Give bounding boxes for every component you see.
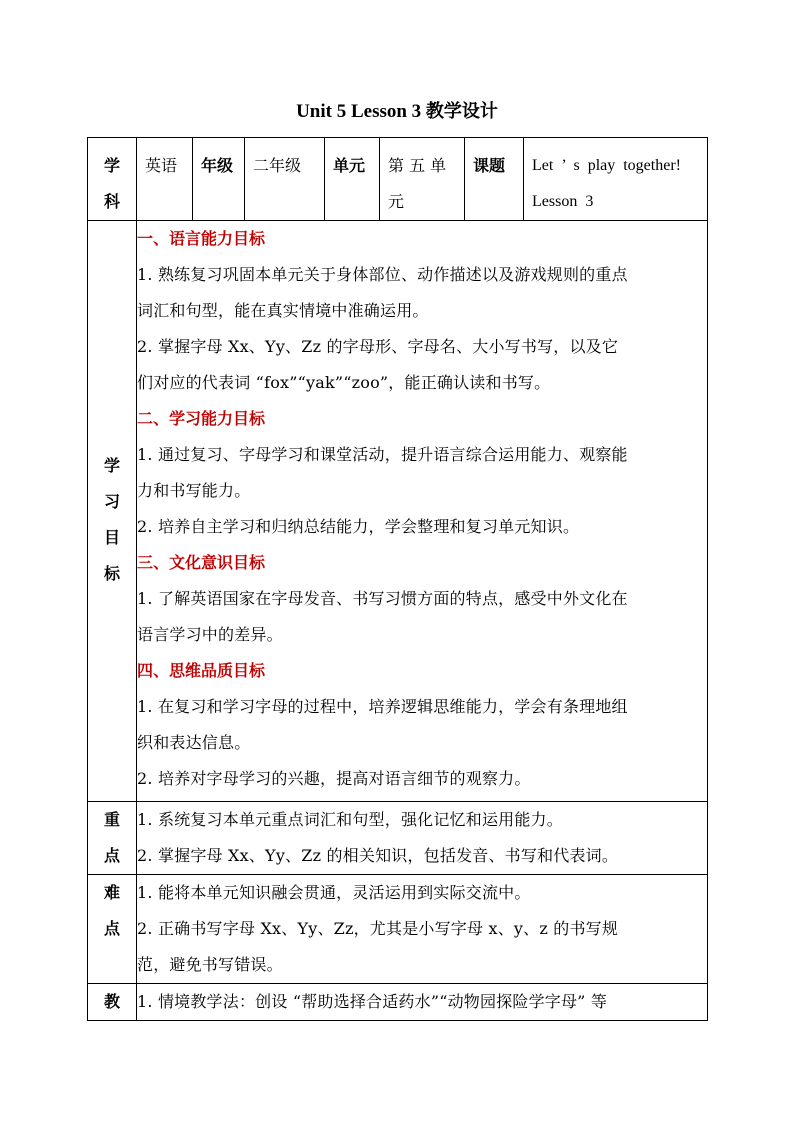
page-title-en: Unit 5 Lesson 3: [296, 101, 426, 122]
goals-line: 1. 熟练复习巩固本单元关于身体部位、动作描述以及游戏规则的重点: [137, 265, 628, 284]
difficulties-line: 1. 能将本单元知识融会贯通，灵活运用到实际交流中。: [137, 883, 531, 902]
difficulties-content: [137, 875, 708, 984]
difficulties-label: 难 点: [88, 875, 137, 984]
goals-heading-culture: 三、文化意识目标: [137, 553, 266, 572]
goals-line: 们对应的代表词 “fox”“yak”“zoo”，能正确认读和书写。: [137, 373, 551, 392]
methods-row: [88, 984, 708, 1021]
unit-value: 第 五 单 元: [380, 138, 465, 221]
key-points-line: 2. 掌握字母 Xx、Yy、Zz 的相关知识，包括发音、书写和代表词。: [137, 846, 619, 865]
subject-label: 学 科: [88, 138, 137, 221]
goals-heading-thinking: 四、思维品质目标: [137, 661, 266, 680]
lesson-plan-table: [87, 137, 708, 1021]
key-points-line: 1. 系统复习本单元重点词汇和句型，强化记忆和运用能力。: [137, 810, 563, 829]
goals-content: [137, 221, 708, 802]
goals-row: [88, 221, 708, 802]
goals-line: 2. 培养对字母学习的兴趣，提高对语言细节的观察力。: [137, 769, 531, 788]
methods-line: 1. 情境教学法：创设 “帮助选择合适药水”“动物园探险学字母” 等: [137, 992, 608, 1011]
key-points-row: [88, 802, 708, 875]
methods-content: [137, 984, 708, 1021]
goals-line: 1. 了解英语国家在字母发音、书写习惯方面的特点，感受中外文化在: [137, 589, 628, 608]
goals-line: 2. 培养自主学习和归纳总结能力，学会整理和复习单元知识。: [137, 517, 580, 536]
topic-value: Let ’ s play together! Lesson 3: [524, 138, 708, 221]
grade-value: 二年级: [245, 138, 325, 221]
subject-value: 英语: [137, 138, 193, 221]
goals-label: 学 习 目 标: [88, 221, 137, 802]
difficulties-line: 范，避免书写错误。: [137, 955, 283, 974]
page-title-cn: 教学设计: [425, 101, 498, 122]
page-title: [0, 97, 794, 123]
goals-heading-language: 一、语言能力目标: [137, 229, 266, 248]
difficulties-row: [88, 875, 708, 984]
unit-label: 单元: [325, 138, 380, 221]
goals-line: 1. 在复习和学习字母的过程中，培养逻辑思维能力，学会有条理地组: [137, 697, 628, 716]
grade-label: 年级: [193, 138, 245, 221]
key-points-label: 重 点: [88, 802, 137, 875]
goals-line: 2. 掌握字母 Xx、Yy、Zz 的字母形、字母名、大小写书写，以及它: [137, 337, 619, 356]
goals-line: 力和书写能力。: [137, 481, 251, 500]
header-row: [88, 138, 708, 221]
difficulties-line: 2. 正确书写字母 Xx、Yy、Zz，尤其是小写字母 x、y、z 的书写规: [137, 919, 619, 938]
goals-line: 语言学习中的差异。: [137, 625, 283, 644]
goals-line: 1. 通过复习、字母学习和课堂活动，提升语言综合运用能力、观察能: [137, 445, 628, 464]
goals-line: 织和表达信息。: [137, 733, 251, 752]
methods-label: 教: [88, 984, 137, 1021]
goals-heading-learning: 二、学习能力目标: [137, 409, 266, 428]
key-points-content: [137, 802, 708, 875]
goals-line: 词汇和句型，能在真实情境中准确运用。: [137, 301, 429, 320]
topic-label: 课题: [465, 138, 524, 221]
